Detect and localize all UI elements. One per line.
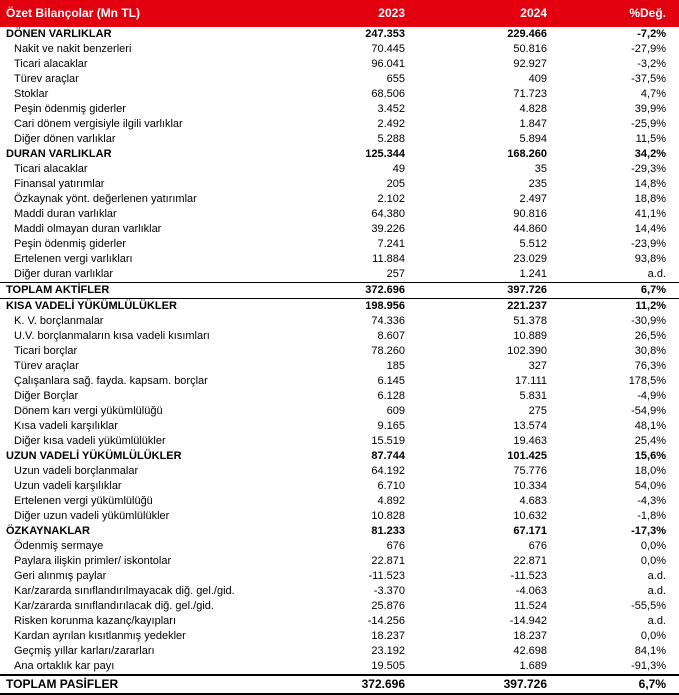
value-2024: 229.466 xyxy=(507,28,547,40)
value-2024: 409 xyxy=(528,73,547,85)
row-label: Diğer dönen varlıklar xyxy=(14,133,116,145)
value-2023: 23.192 xyxy=(371,645,405,657)
row-label: Kardan ayrılan kısıtlanmış yedekler xyxy=(14,630,186,642)
value-change: 30,8% xyxy=(634,345,666,357)
value-change: 0,0% xyxy=(640,540,666,552)
column-header-2024: 2024 xyxy=(520,6,547,20)
table-row xyxy=(0,299,679,314)
row-label: Cari dönem vergisiyle ilgili varlıklar xyxy=(14,118,183,130)
value-2024: 2.497 xyxy=(519,193,547,205)
value-2024: -11.523 xyxy=(510,570,547,582)
value-change: a.d. xyxy=(647,268,666,280)
value-2024: -14.942 xyxy=(509,615,547,627)
value-2023: 2.492 xyxy=(377,118,405,130)
value-2023: 49 xyxy=(392,163,405,175)
row-label: DURAN VARLIKLAR xyxy=(6,148,112,160)
value-2023: 68.506 xyxy=(371,88,405,100)
value-2024: 235 xyxy=(528,178,547,190)
table-row xyxy=(0,87,679,102)
row-label: UZUN VADELİ YÜKÜMLÜLÜKLER xyxy=(6,450,182,462)
row-label: Peşin ödenmiş giderler xyxy=(14,238,126,250)
value-2024: 5.512 xyxy=(519,238,547,250)
value-change: -55,5% xyxy=(631,600,666,612)
table-title: Özet Bilançolar (Mn TL) xyxy=(6,6,141,20)
table-row xyxy=(0,207,679,222)
value-2023: 18.237 xyxy=(371,630,405,642)
table-row xyxy=(0,374,679,389)
value-change: -29,3% xyxy=(631,163,666,175)
table-row xyxy=(0,72,679,87)
value-2024: 19.463 xyxy=(513,435,547,447)
table-row xyxy=(0,389,679,404)
row-label: U.V. borçlanmaların kısa vadeli kısımları xyxy=(14,330,210,342)
value-2024: 1.689 xyxy=(519,660,547,672)
row-label: KISA VADELİ YÜKÜMLÜLÜKLER xyxy=(6,300,177,312)
value-2024: 17.111 xyxy=(514,375,547,387)
value-2023: -3.370 xyxy=(373,585,405,597)
value-2023: 6.145 xyxy=(377,375,405,387)
table-row xyxy=(0,629,679,644)
table-row xyxy=(0,659,679,674)
value-2024: 221.237 xyxy=(507,300,547,312)
table-row xyxy=(0,344,679,359)
value-2023: 609 xyxy=(386,405,405,417)
value-change: 54,0% xyxy=(634,480,666,492)
row-label: Kar/zararda sınıflandırılacak diğ. gel./gid. xyxy=(14,600,214,612)
value-2023: 198.956 xyxy=(365,300,405,312)
table-row xyxy=(0,252,679,267)
table-row xyxy=(0,419,679,434)
value-2023: 10.828 xyxy=(371,510,405,522)
table-row xyxy=(0,132,679,147)
value-2023: 5.288 xyxy=(377,133,405,145)
value-change: 15,6% xyxy=(634,450,666,462)
value-change: 34,2% xyxy=(634,148,666,160)
value-2023: 247.353 xyxy=(365,28,405,40)
value-2023: 676 xyxy=(386,540,405,552)
table-row xyxy=(0,117,679,132)
value-change: 26,5% xyxy=(634,330,666,342)
value-2024: 168.260 xyxy=(507,148,547,160)
row-label: Ana ortaklık kar payı xyxy=(14,660,115,672)
table-row xyxy=(0,494,679,509)
table-row xyxy=(0,449,679,464)
value-2024: 397.726 xyxy=(503,677,547,691)
column-header-2023: 2023 xyxy=(378,6,405,20)
value-2023: 70.445 xyxy=(371,43,405,55)
table-row xyxy=(0,177,679,192)
value-2023: 2.102 xyxy=(377,193,405,205)
value-2023: 96.041 xyxy=(371,58,405,70)
row-label: Stoklar xyxy=(14,88,49,100)
value-change: -4,3% xyxy=(637,495,666,507)
value-2024: 42.698 xyxy=(513,645,547,657)
value-2024: 275 xyxy=(528,405,547,417)
value-2023: 372.696 xyxy=(361,677,405,691)
table-row xyxy=(0,237,679,252)
value-2024: -4.063 xyxy=(515,585,547,597)
table-row xyxy=(0,329,679,344)
value-2023: -11.523 xyxy=(368,570,405,582)
row-label: Uzun vadeli karşılıklar xyxy=(14,480,122,492)
value-change: 18,8% xyxy=(634,193,666,205)
value-2024: 10.334 xyxy=(513,480,547,492)
table-row xyxy=(0,162,679,177)
value-change: -27,9% xyxy=(631,43,666,55)
value-change: -3,2% xyxy=(637,58,666,70)
table-row xyxy=(0,614,679,629)
row-label: Ödenmiş sermaye xyxy=(14,540,104,552)
table-row xyxy=(0,42,679,57)
value-2024: 1.241 xyxy=(519,268,547,280)
row-label: Geçmiş yıllar karları/zararları xyxy=(14,645,155,657)
row-label: Geri alınmış paylar xyxy=(14,570,107,582)
value-change: 41,1% xyxy=(634,208,666,220)
value-change: -91,3% xyxy=(631,660,666,672)
table-row xyxy=(0,674,679,695)
value-change: -54,9% xyxy=(631,405,666,417)
value-change: 14,4% xyxy=(634,223,666,235)
value-change: -17,3% xyxy=(631,525,666,537)
table-row xyxy=(0,314,679,329)
row-label: Nakit ve nakit benzerleri xyxy=(14,43,132,55)
value-change: 6,7% xyxy=(640,284,666,296)
row-label: Diğer kısa vadeli yükümlülükler xyxy=(14,435,166,447)
value-2024: 92.927 xyxy=(513,58,547,70)
row-label: TOPLAM AKTİFLER xyxy=(6,284,110,296)
value-change: 14,8% xyxy=(634,178,666,190)
value-2023: 185 xyxy=(386,360,405,372)
value-2024: 67.171 xyxy=(513,525,547,537)
value-2024: 102.390 xyxy=(507,345,547,357)
value-change: 84,1% xyxy=(634,645,666,657)
value-2024: 5.831 xyxy=(519,390,547,402)
value-2024: 35 xyxy=(534,163,547,175)
table-row xyxy=(0,479,679,494)
value-change: 0,0% xyxy=(640,630,666,642)
table-row xyxy=(0,282,679,299)
value-2023: 257 xyxy=(386,268,405,280)
value-change: a.d. xyxy=(647,615,666,627)
value-change: 93,8% xyxy=(634,253,666,265)
table-row xyxy=(0,539,679,554)
table-row xyxy=(0,192,679,207)
row-label: Ticari borçlar xyxy=(14,345,78,357)
row-label: Türev araçlar xyxy=(14,360,79,372)
table-row xyxy=(0,554,679,569)
value-2024: 4.828 xyxy=(519,103,547,115)
value-2023: 78.260 xyxy=(371,345,405,357)
table-row xyxy=(0,644,679,659)
value-change: 6,7% xyxy=(638,677,666,691)
value-2024: 51.378 xyxy=(513,315,547,327)
value-change: -37,5% xyxy=(631,73,666,85)
table-row xyxy=(0,222,679,237)
value-2023: 4.892 xyxy=(377,495,405,507)
table-row xyxy=(0,464,679,479)
value-change: -7,2% xyxy=(637,28,666,40)
table-body xyxy=(0,27,679,695)
row-label: Peşin ödenmiş giderler xyxy=(14,103,126,115)
value-change: -1,8% xyxy=(637,510,666,522)
value-2023: 11.884 xyxy=(372,253,405,265)
value-2024: 13.574 xyxy=(513,420,547,432)
value-2024: 327 xyxy=(528,360,547,372)
value-2024: 10.632 xyxy=(513,510,547,522)
value-2024: 10.889 xyxy=(513,330,547,342)
row-label: Maddi olmayan duran varlıklar xyxy=(14,223,162,235)
row-label: DÖNEN VARLIKLAR xyxy=(6,28,112,40)
table-row xyxy=(0,524,679,539)
row-label: Türev araçlar xyxy=(14,73,79,85)
value-2024: 18.237 xyxy=(513,630,547,642)
value-change: 4,7% xyxy=(640,88,666,100)
row-label: Paylara ilişkin primler/ iskontolar xyxy=(14,555,172,567)
value-2024: 50.816 xyxy=(513,43,547,55)
row-label: Finansal yatırımlar xyxy=(14,178,105,190)
table-row xyxy=(0,267,679,282)
value-2023: 39.226 xyxy=(371,223,405,235)
table-row xyxy=(0,599,679,614)
row-label: Özkaynak yönt. değerlenen yatırımlar xyxy=(14,193,197,205)
value-2023: 22.871 xyxy=(371,555,405,567)
value-2023: 125.344 xyxy=(365,148,405,160)
row-label: Dönem karı vergi yükümlülüğü xyxy=(14,405,163,417)
value-change: a.d. xyxy=(647,570,666,582)
value-change: 0,0% xyxy=(640,555,666,567)
table-row xyxy=(0,359,679,374)
value-2024: 5.894 xyxy=(519,133,547,145)
row-label: Ertelenen vergi varlıkları xyxy=(14,253,133,265)
table-header xyxy=(0,0,679,27)
value-2023: 205 xyxy=(386,178,405,190)
value-change: 39,9% xyxy=(634,103,666,115)
value-2023: 372.696 xyxy=(365,284,405,296)
value-2024: 44.860 xyxy=(513,223,547,235)
table-row xyxy=(0,434,679,449)
value-2023: 81.233 xyxy=(371,525,405,537)
value-2023: 25.876 xyxy=(371,600,405,612)
value-2024: 71.723 xyxy=(513,88,547,100)
value-2023: 15.519 xyxy=(371,435,405,447)
table-row xyxy=(0,509,679,524)
table-row xyxy=(0,27,679,42)
value-change: 76,3% xyxy=(634,360,666,372)
row-label: Kısa vadeli karşılıklar xyxy=(14,420,118,432)
row-label: Ertelenen vergi yükümlülüğü xyxy=(14,495,153,507)
value-2023: 6.128 xyxy=(377,390,405,402)
value-2023: 8.607 xyxy=(377,330,405,342)
table-row xyxy=(0,569,679,584)
row-label: Risken korunma kazanç/kayıpları xyxy=(14,615,177,627)
value-2024: 23.029 xyxy=(513,253,547,265)
value-change: 11,5% xyxy=(635,133,666,145)
table-row xyxy=(0,404,679,419)
value-change: 18,0% xyxy=(634,465,666,477)
value-2024: 4.683 xyxy=(519,495,547,507)
row-label: Diğer Borçlar xyxy=(14,390,79,402)
column-header-change: %Değ. xyxy=(629,6,666,20)
value-2024: 90.816 xyxy=(513,208,547,220)
value-2023: 655 xyxy=(386,73,405,85)
value-change: 11,2% xyxy=(635,300,666,312)
value-change: -4,9% xyxy=(637,390,666,402)
table-row xyxy=(0,147,679,162)
table-row xyxy=(0,57,679,72)
value-change: -25,9% xyxy=(631,118,666,130)
value-2024: 397.726 xyxy=(507,284,547,296)
row-label: Uzun vadeli borçlanmalar xyxy=(14,465,139,477)
value-2024: 1.847 xyxy=(519,118,547,130)
value-change: 48,1% xyxy=(634,420,666,432)
value-2024: 101.425 xyxy=(507,450,547,462)
row-label: Çalışanlara sağ. fayda. kapsam. borçlar xyxy=(14,375,208,387)
value-change: -30,9% xyxy=(631,315,666,327)
row-label: Kar/zararda sınıflandırılmayacak diğ. gel./gid. xyxy=(14,585,235,597)
value-2024: 22.871 xyxy=(513,555,547,567)
value-2023: 64.192 xyxy=(371,465,405,477)
value-2023: 6.710 xyxy=(377,480,405,492)
value-change: 25,4% xyxy=(634,435,666,447)
row-label: Ticari alacaklar xyxy=(14,163,88,175)
row-label: Diğer duran varlıklar xyxy=(14,268,114,280)
value-2023: 9.165 xyxy=(377,420,405,432)
value-change: a.d. xyxy=(647,585,666,597)
value-2023: 19.505 xyxy=(371,660,405,672)
value-change: -23,9% xyxy=(631,238,666,250)
value-change: 178,5% xyxy=(628,375,666,387)
value-2023: 64.380 xyxy=(371,208,405,220)
value-2024: 75.776 xyxy=(513,465,547,477)
table-row xyxy=(0,102,679,117)
row-label: TOPLAM PASİFLER xyxy=(6,677,119,691)
row-label: Diğer uzun vadeli yükümlülükler xyxy=(14,510,170,522)
row-label: K. V. borçlanmalar xyxy=(14,315,104,327)
value-2023: 87.744 xyxy=(371,450,405,462)
value-2024: 11.524 xyxy=(514,600,547,612)
value-2023: 7.241 xyxy=(377,238,405,250)
value-2023: 3.452 xyxy=(377,103,405,115)
value-2024: 676 xyxy=(528,540,547,552)
value-2023: 74.336 xyxy=(371,315,405,327)
row-label: Maddi duran varlıklar xyxy=(14,208,117,220)
table-row xyxy=(0,584,679,599)
row-label: Ticari alacaklar xyxy=(14,58,88,70)
row-label: ÖZKAYNAKLAR xyxy=(6,525,90,537)
value-2023: -14.256 xyxy=(367,615,405,627)
